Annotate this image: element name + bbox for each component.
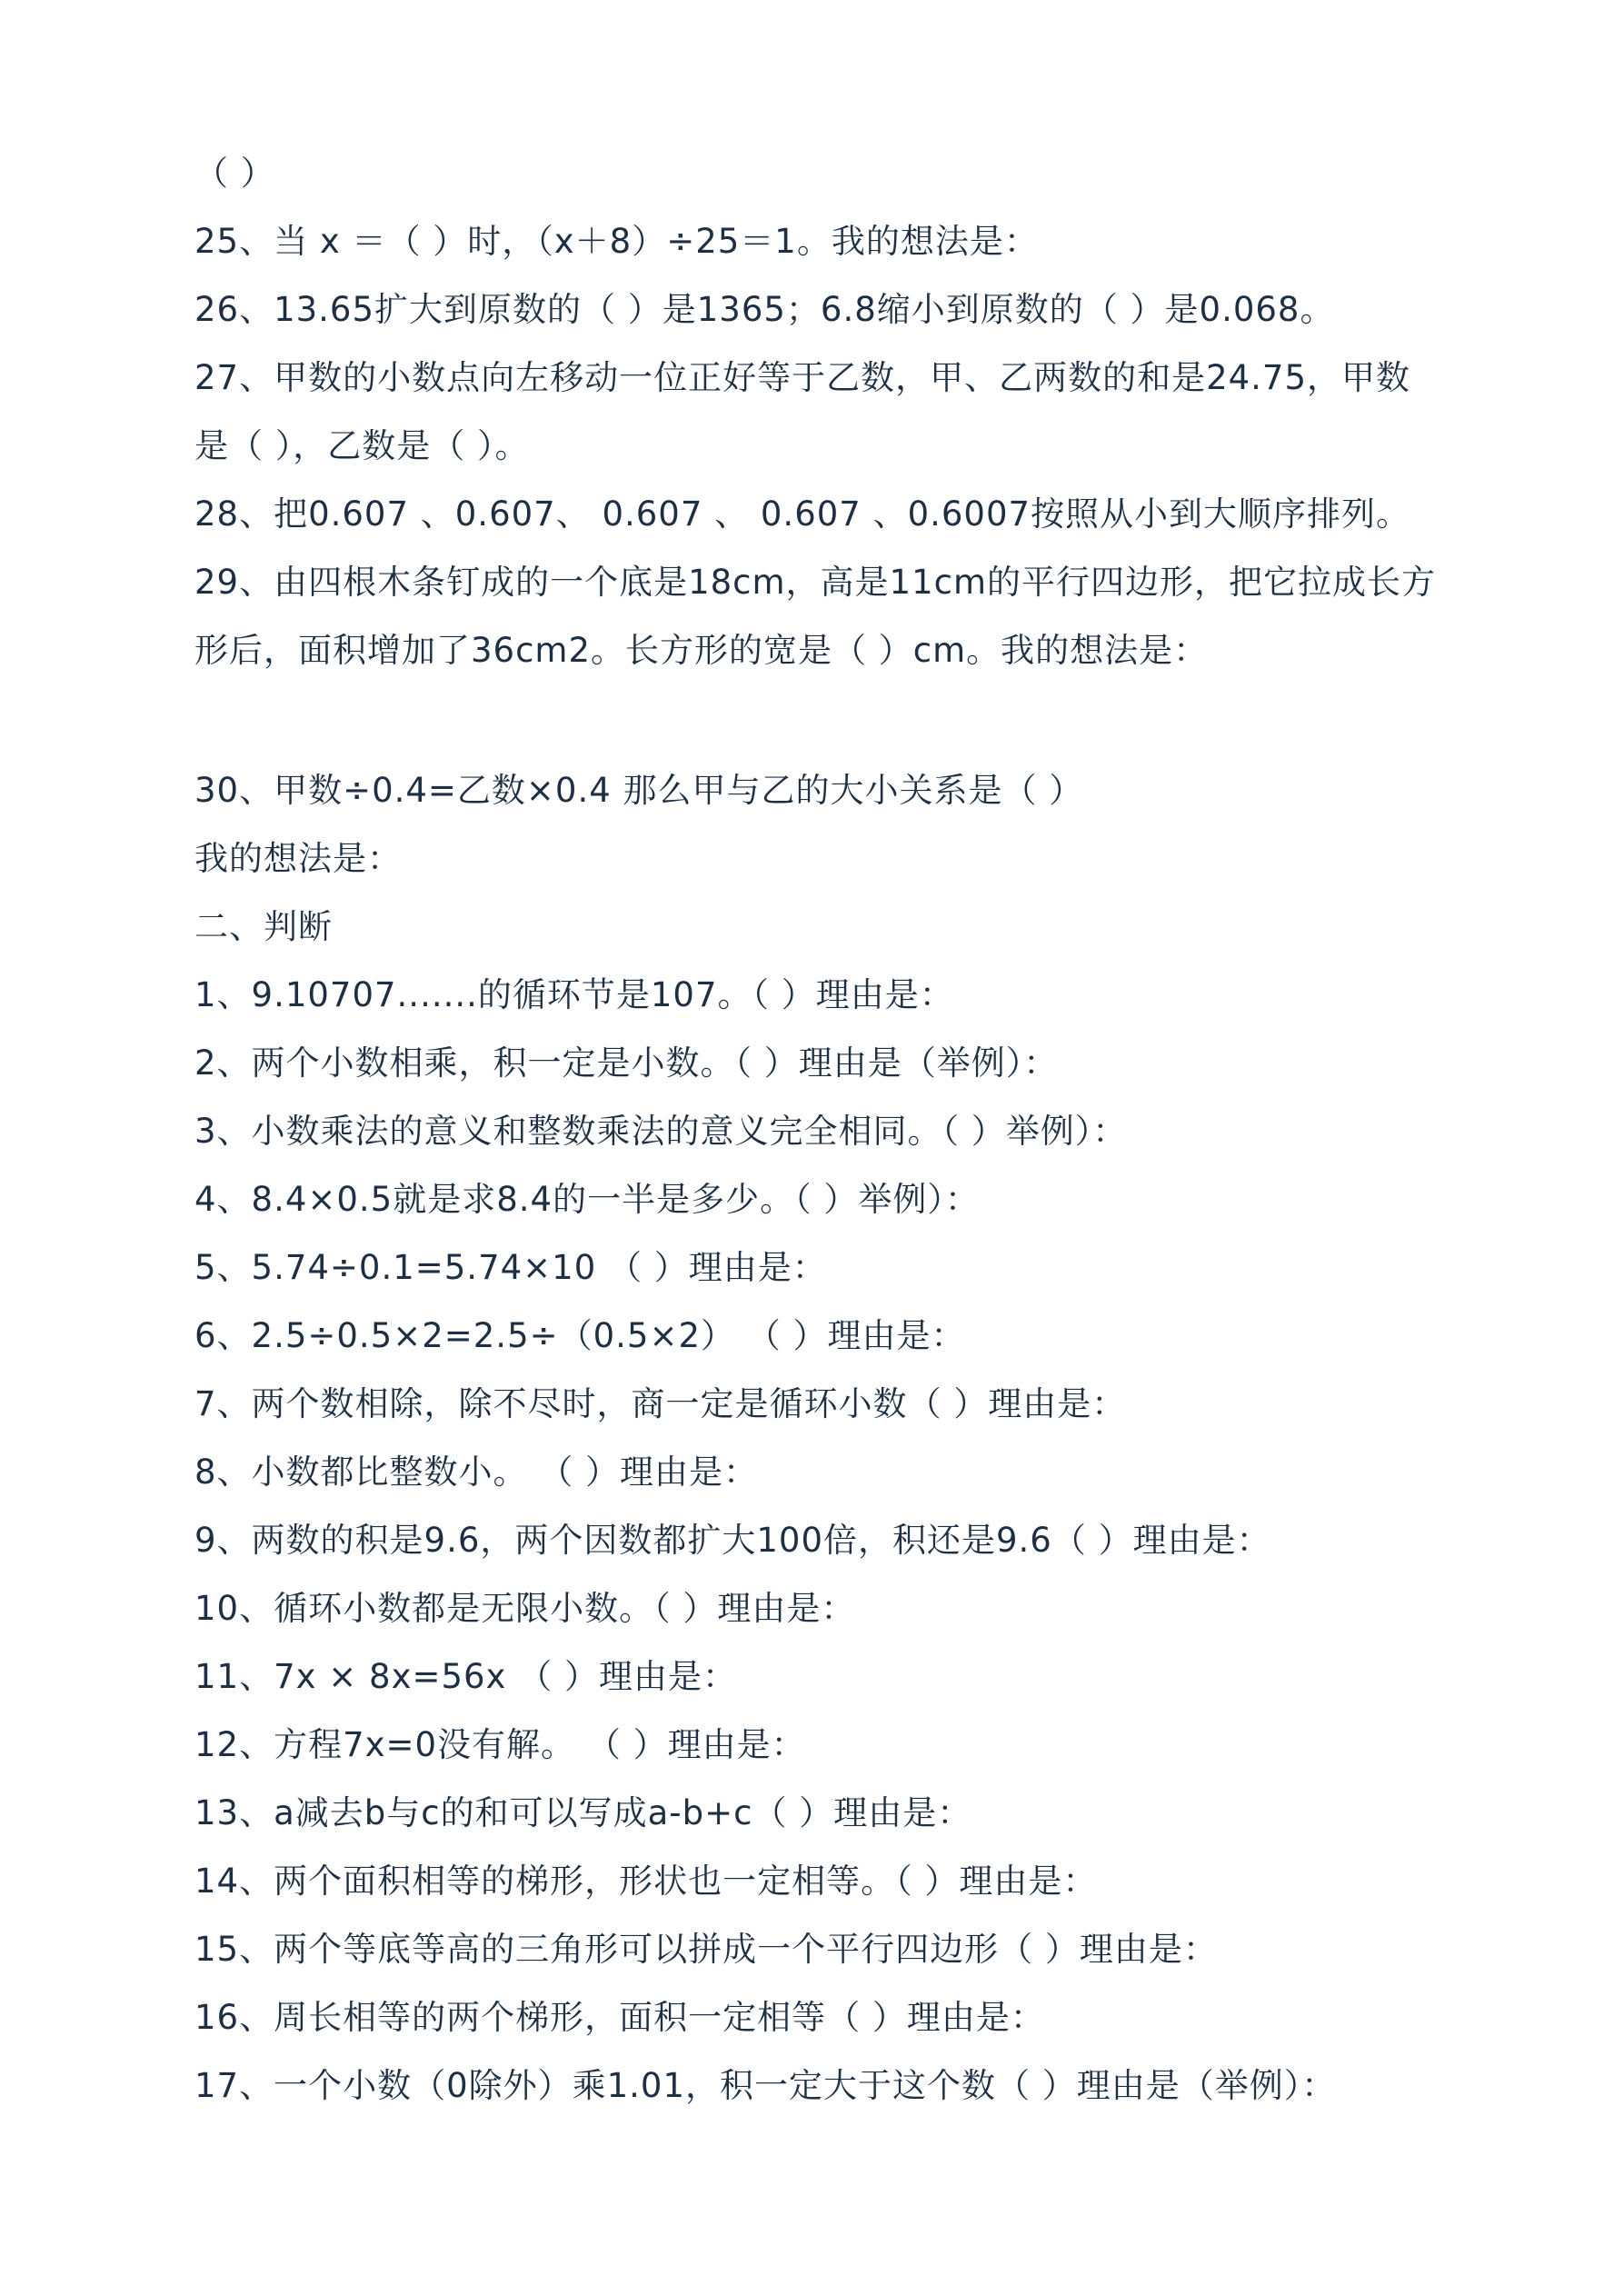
- judge-8: 8、小数都比整数小。 （ ）理由是：: [194, 1452, 759, 1492]
- judge-14: 14、两个面积相等的梯形，形状也一定相等。（ ）理由是：: [194, 1862, 1098, 1901]
- judge-7: 7、两个数相除，除不尽时，商一定是循环小数（ ）理由是：: [194, 1384, 1127, 1423]
- judge-2: 2、两个小数相乘，积一定是小数。（ ）理由是（举例）：: [194, 1043, 1059, 1083]
- question-30: 30、甲数÷0.4=乙数×0.4 那么甲与乙的大小关系是（ ）: [194, 771, 1084, 810]
- judge-17: 17、一个小数（0除外）乘1.01，积一定大于这个数（ ）理由是（举例）：: [194, 2066, 1337, 2105]
- judge-1: 1、9.10707.......的循环节是107。（ ）理由是：: [194, 975, 954, 1014]
- question-28: 28、把0.607 、0.607、 0.607 、 0.607 、0.6007按照从小到大顺序排列。: [194, 494, 1411, 534]
- question-26: 26、13.65扩大到原数的（ ）是1365；6.8缩小到原数的（ ）是0.068。: [194, 290, 1335, 329]
- section-heading-judgement: 二、判断: [194, 907, 333, 946]
- question-27-line-1: 27、甲数的小数点向左移动一位正好等于乙数，甲、乙两数的和是24.75，甲数: [194, 358, 1411, 397]
- question-29-line-1: 29、由四根木条钉成的一个底是18cm，高是11cm的平行四边形，把它拉成长方: [194, 563, 1437, 602]
- judge-11: 11、7x × 8x=56x （ ）理由是：: [194, 1657, 737, 1696]
- answer-blank-line: （ ）: [194, 154, 275, 193]
- judge-15: 15、两个等底等高的三角形可以拼成一个平行四边形（ ）理由是：: [194, 1930, 1218, 1969]
- judge-3: 3、小数乘法的意义和整数乘法的意义完全相同。（ ）举例）：: [194, 1112, 1128, 1151]
- question-30-thought: 我的想法是：: [194, 839, 402, 878]
- judge-4: 4、8.4×0.5就是求8.4的一半是多少。（ ）举例）：: [194, 1180, 980, 1219]
- judge-13: 13、a减去b与c的和可以写成a-b+c（ ）理由是：: [194, 1793, 972, 1832]
- judge-16: 16、周长相等的两个梯形，面积一定相等（ ）理由是：: [194, 1998, 1045, 2037]
- question-25: 25、当 x ＝（ ）时，（x＋8）÷25＝1。我的想法是：: [194, 222, 1039, 261]
- judge-6: 6、2.5÷0.5×2=2.5÷（0.5×2） （ ）理由是：: [194, 1316, 966, 1355]
- judge-12: 12、方程7x=0没有解。 （ ）理由是：: [194, 1725, 806, 1764]
- question-27-line-2: 是（ ），乙数是（ ）。: [194, 426, 530, 465]
- question-29-line-2: 形后，面积增加了36cm2。长方形的宽是（ ）cm。我的想法是：: [194, 631, 1209, 670]
- judge-9: 9、两数的积是9.6，两个因数都扩大100倍，积还是9.6（ ）理由是：: [194, 1521, 1271, 1560]
- judge-10: 10、循环小数都是无限小数。（ ）理由是：: [194, 1589, 856, 1628]
- judge-5: 5、5.74÷0.1=5.74×10 （ ）理由是：: [194, 1248, 827, 1287]
